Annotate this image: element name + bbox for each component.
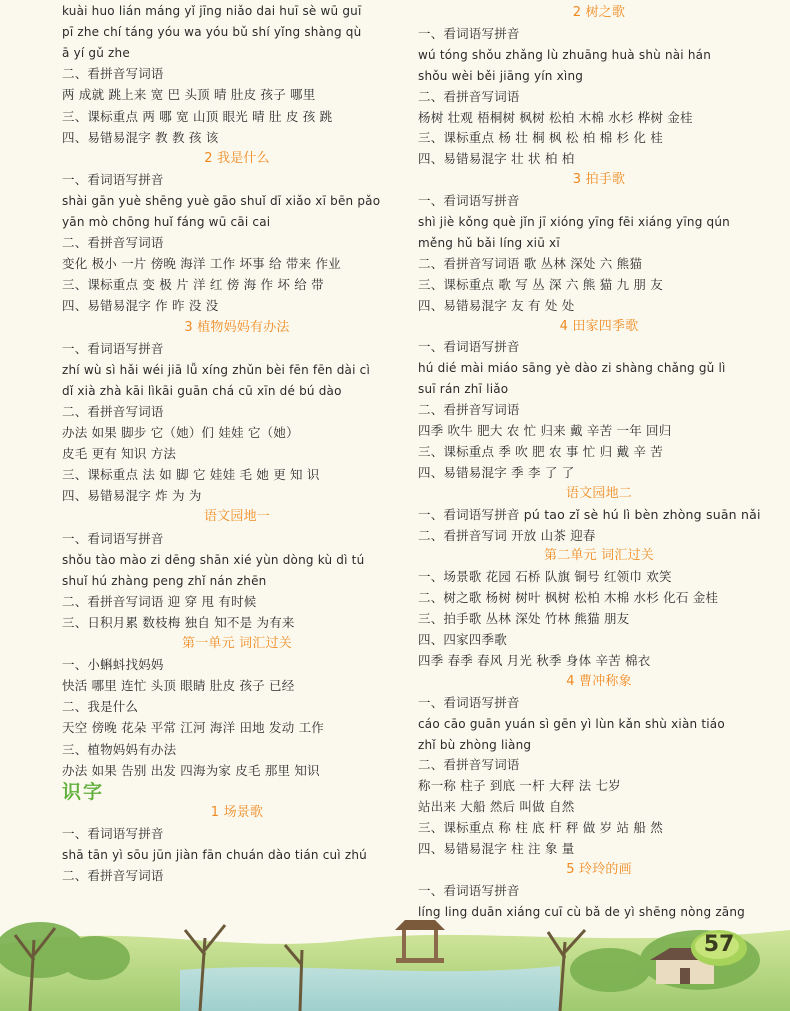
page-number: 57 [703,932,735,957]
pinyin-line: zhí wù sì hǎi wéi jiā lǚ xíng zhǔn bèi fēn fēn dài cì [62,362,370,377]
answer-line: 一、看词语写拼音 [62,340,164,356]
lesson-title: 4 曹冲称象 [566,673,632,689]
answer-line: 办法 如果 脚步 它（她）们 娃娃 它（她） [62,425,299,440]
answer-line: 二、看拼音写词语 [418,402,520,418]
answer-line: 三、课标重点 两 哪 宽 山顶 眼光 晴 肚 皮 孩 跳 [62,108,333,124]
answer-line: 杨树 壮观 梧桐树 枫树 松柏 木棉 水杉 桦树 金桂 [418,109,693,125]
answer-line: 二、看拼音写词语 迎 穿 甩 有时候 [62,593,257,609]
pinyin-line: líng ling duān xiáng cuī cù bǎ de yì shēng nòng zāng [418,904,745,919]
pinyin-line: cáo cāo guān yuán sì gēn yì lùn kǎn shù xiàn tiáo [418,716,725,731]
answer-line: 四、易错易混字 柱 注 象 量 [418,841,575,856]
page-number-badge [690,928,748,968]
answer-line: 四、易错易混字 壮 状 柏 柏 [418,151,575,167]
answer-line: 四、四家四季歌 [418,632,507,647]
answer-line: 三、课标重点 杨 壮 桐 枫 松 柏 棉 杉 化 桂 [418,130,663,146]
answer-line: 二、看拼音写词语 [418,88,520,104]
unit-title: 第一单元 词汇过关 [182,636,292,651]
answer-line: 三、课标重点 变 极 片 洋 红 傍 海 作 坏 给 带 [62,277,324,293]
pinyin-line: suī rán zhī liǎo [418,382,509,397]
answer-line: 三、课标重点 季 吹 肥 农 事 忙 归 戴 辛 苦 [418,443,663,459]
answer-line: 三、课标重点 法 如 脚 它 娃娃 毛 她 更 知 识 [62,467,320,483]
section-heading: 识字 [62,780,105,803]
answer-line: 一、看词语写拼音 [62,171,164,187]
answer-line: 一、看词语写拼音 pú tao zǐ sè hú lì bèn zhòng suān nǎi [418,506,761,522]
answer-line: 办法 如果 告别 出发 四海为家 皮毛 那里 知识 [62,762,320,778]
answer-line: 四、易错易混字 友 有 处 处 [418,297,575,313]
answer-line: 变化 极小 一片 傍晚 海洋 工作 坏事 给 带来 作业 [62,256,341,272]
pinyin-line: pī zhe chí táng yóu wa yóu bǔ shí yǐng shàng qù [62,25,362,40]
answer-line: 二、看拼音写词语 [62,66,164,82]
answer-line: 一、看词语写拼音 [418,339,520,355]
answer-line: 三、拍手歌 丛林 深处 竹林 熊猫 朋友 [418,611,630,627]
answer-line: 称一称 柱子 到底 一杆 大秤 法 七岁 [418,778,621,794]
lesson-title: 2 树之歌 [572,5,626,20]
answer-line: 四、易错易混字 季 李 了 了 [418,464,575,480]
lesson-title: 语文园地二 [565,485,632,501]
answer-line: 四、易错易混字 作 昨 没 没 [62,298,219,314]
pinyin-line: kuài huo lián máng yǐ jīng niǎo dai huī sè wū guī [62,4,362,18]
answer-line: 四、易错易混字 教 教 孩 该 [62,129,219,145]
pinyin-line: shì jiè kǒng què jǐn jī xióng yīng fēi xiáng yīng qún [418,215,730,229]
lesson-title: 3 植物妈妈有办法 [184,319,290,335]
answer-line: 二、看拼音写词语 歌 丛林 深处 六 熊猫 [418,255,643,271]
answer-line: 三、植物妈妈有办法 [62,741,177,757]
answer-line: 两 成就 跳上来 宽 巴 头顶 晴 肚皮 孩子 哪里 [62,87,316,103]
answer-line: 二、看拼音写词语 [62,403,164,419]
answer-line: 一、小蝌蚪找妈妈 [62,657,164,673]
answer-line: 三、课标重点 称 柱 底 杆 秤 做 岁 站 船 然 [418,820,663,836]
pinyin-line: zhǐ bù zhòng liàng [418,737,532,752]
answer-line: 一、看词语写拼音 [418,882,520,898]
answer-line: 二、看拼音写词 开放 山茶 迎春 [418,527,596,543]
pinyin-line: hú dié mài miáo sāng yè dào zi shàng chǎng gǔ lì [418,361,726,376]
lesson-title: 2 我是什么 [204,150,270,166]
answer-line: 四、易错易混字 炸 为 为 [62,488,202,504]
answer-line: 二、看拼音写词语 [418,757,520,773]
answer-line: 四季 吹牛 肥大 农 忙 归来 戴 辛苦 一年 回归 [418,423,672,438]
answer-line: 一、看词语写拼音 [418,193,520,209]
answer-line: 一、看词语写拼音 [418,694,520,710]
answer-line: 皮毛 更有 知识 方法 [62,446,177,462]
answer-line: 天空 傍晚 花朵 平常 江河 海洋 田地 发动 工作 [62,720,324,736]
lesson-title: 4 田家四季歌 [559,318,639,334]
answer-line: 站出来 大船 然后 叫做 自然 [418,799,575,815]
pinyin-line: shuǐ hú zhàng peng zhǐ nán zhēn [62,573,267,588]
answer-line: 一、看词语写拼音 [418,25,520,41]
lesson-title: 5 玲玲的画 [566,861,632,877]
unit-title: 第二单元 词汇过关 [544,548,654,564]
answer-line: 四季 春季 春风 月光 秋季 身体 辛苦 棉衣 [418,652,651,668]
lesson-title: 语文园地一 [203,509,270,525]
answer-line: 快活 哪里 连忙 头顶 眼睛 肚皮 孩子 已经 [62,678,295,694]
pinyin-line: shǒu tào mào zi dēng shān xié yùn dòng kù dì tú [62,552,365,567]
answer-line: 二、树之歌 杨树 树叶 枫树 松柏 木棉 水杉 化石 金桂 [418,590,719,606]
answer-line: 一、场景歌 花园 石桥 队旗 铜号 红领巾 欢笑 [418,569,672,585]
pinyin-line: shǒu wèi běi jiāng yín xìng [418,68,584,83]
answer-line: 二、看拼音写词语 [62,868,164,884]
pinyin-line: yān mò chōng huǐ fáng wū cāi cai [62,215,271,229]
pinyin-line: shā tān yì sōu jūn jiàn fān chuán dào tián cuì zhú [62,848,367,862]
landscape-illustration [0,900,790,1011]
pinyin-line: ā yí gǔ zhe [62,46,130,61]
answer-line: 三、日积月累 数枝梅 独自 知不是 为有来 [62,614,295,630]
answer-line: 三、课标重点 歌 写 丛 深 六 熊 猫 九 朋 友 [418,276,663,292]
lesson-title: 1 场景歌 [210,804,264,820]
pinyin-line: wú tóng shǒu zhǎng lù zhuāng huà shù nài hán [418,47,712,62]
pinyin-line: dǐ xià zhà kāi lìkāi guān chá cū xīn dé bú dào [62,383,342,398]
lesson-title: 3 拍手歌 [572,172,626,188]
answer-line: 一、看词语写拼音 [62,825,164,841]
pinyin-line: měng hǔ bǎi líng xiū xī [418,235,560,250]
answer-line: 一、看词语写拼音 [62,530,164,546]
answer-line: 二、看拼音写词语 [62,235,164,251]
pinyin-line: shài gān yuè shēng yuè gāo shuǐ dī xiǎo xī bēn pǎo [62,193,381,208]
answer-line: 二、我是什么 [62,699,139,715]
